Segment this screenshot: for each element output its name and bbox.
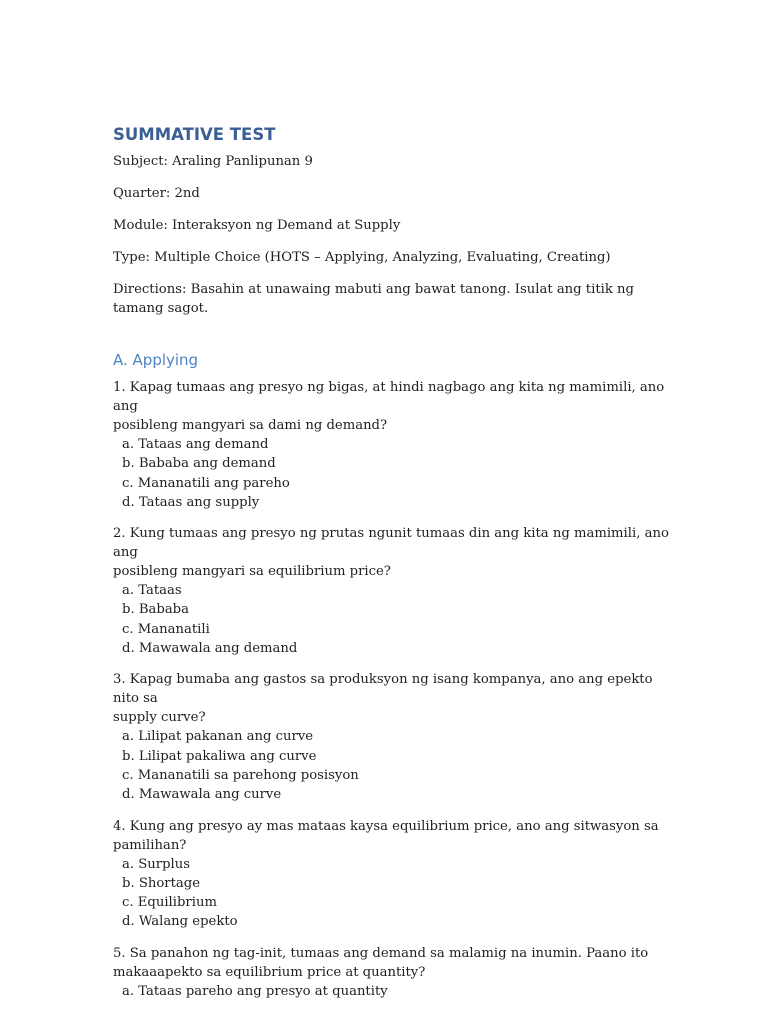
- subject-line: Subject: Araling Panlipunan 9: [113, 154, 313, 169]
- options-list: [122, 855, 673, 932]
- option-a: a. Surplus: [122, 856, 190, 872]
- option-b: b. Shortage: [122, 875, 201, 891]
- option-a: a. Tataas ang demand: [122, 437, 269, 452]
- question-5: [113, 944, 673, 1001]
- option-c: c. Equilibrium: [122, 895, 217, 911]
- type-line: Type: Multiple Choice (HOTS – Applying, Analyzing, Evaluating, Creating): [113, 250, 611, 265]
- question-line-2: supply curve?: [113, 710, 206, 726]
- question-line-2: pamilihan?: [113, 837, 187, 853]
- question-text: [113, 817, 673, 855]
- document-body: [113, 124, 673, 1013]
- option-d: d. Mawawala ang curve: [122, 787, 282, 803]
- question-line-1: 3. Kapag bumaba ang gastos sa produksyon ng isang kompanya, ano ang epekto nito sa: [113, 672, 653, 707]
- option-a: a. Tataas: [122, 583, 182, 599]
- question-3: [113, 670, 673, 804]
- option-c: c. Mananatili sa parehong posisyon: [122, 767, 359, 783]
- module-line: Module: Interaksyon ng Demand at Supply: [113, 218, 401, 233]
- option-d: d. Tataas ang supply: [122, 494, 260, 510]
- page-title: SUMMATIVE TEST: [113, 125, 276, 144]
- option-c: c. Mananatili: [122, 621, 210, 637]
- question-text: [113, 378, 673, 435]
- option-b: b. Bababa: [122, 602, 189, 618]
- question-line-2: posibleng mangyari sa equilibrium price?: [113, 564, 391, 580]
- question-line-2: posibleng mangyari sa dami ng demand?: [113, 418, 388, 433]
- options-list: [122, 581, 673, 658]
- question-line-1: 2. Kung tumaas ang presyo ng prutas ngunit tumaas din ang kita ng mamimili, ano ang: [113, 526, 669, 561]
- option-d: d. Mawawala ang demand: [122, 641, 298, 657]
- question-text: [113, 670, 673, 727]
- option-d: d. Walang epekto: [122, 914, 238, 930]
- section-heading-applying: A. Applying: [113, 351, 199, 369]
- option-a: a. Tataas pareho ang presyo at quantity: [122, 983, 388, 999]
- question-1: [113, 378, 673, 512]
- option-c: c. Mananatili ang pareho: [122, 475, 290, 491]
- question-2: [113, 524, 673, 658]
- question-line-2: makaaapekto sa equilibrium price at quantity?: [113, 964, 426, 980]
- quarter-line: Quarter: 2nd: [113, 186, 200, 201]
- question-4: [113, 817, 673, 932]
- question-line-1: 1. Kapag tumaas ang presyo ng bigas, at hindi nagbago ang kita ng mamimili, ano ang: [113, 380, 665, 414]
- options-list: [122, 982, 673, 1001]
- option-a: a. Lilipat pakanan ang curve: [122, 729, 314, 745]
- option-b: b. Bababa ang demand: [122, 456, 276, 472]
- question-line-1: 4. Kung ang presyo ay mas mataas kaysa equilibrium price, ano ang sitwasyon sa: [113, 818, 659, 834]
- question-line-1: 5. Sa panahon ng tag-init, tumaas ang demand sa malamig na inumin. Paano ito: [113, 945, 649, 961]
- options-list: [122, 435, 673, 512]
- directions-line: Directions: Basahin at unawaing mabuti ang bawat tanong. Isulat ang titik ng tamang sagot.: [113, 282, 634, 316]
- options-list: [122, 727, 673, 804]
- question-text: [113, 524, 673, 581]
- option-b: b. Lilipat pakaliwa ang curve: [122, 748, 317, 764]
- question-text: [113, 944, 673, 982]
